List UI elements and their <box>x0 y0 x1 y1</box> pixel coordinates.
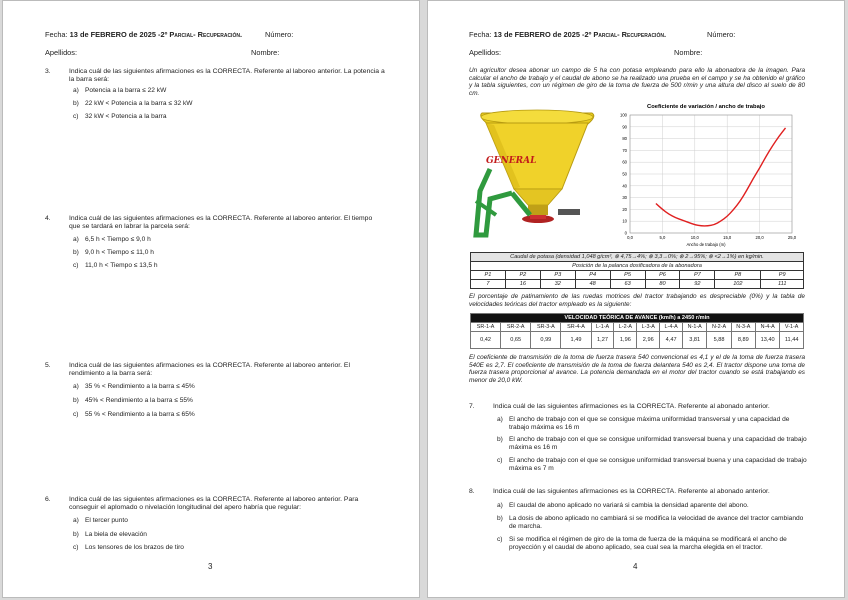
date-value: 13 de FEBRERO de 2025 <box>69 30 156 39</box>
option-letter: a) <box>73 87 79 94</box>
numero-label: Número: <box>265 30 294 39</box>
option-letter: a) <box>73 517 79 524</box>
chart-title: Coeficiente de variación / ancho de trabajo <box>647 104 765 110</box>
question-3 <box>45 68 385 84</box>
question-number: 7. <box>469 403 475 410</box>
option-letter: c) <box>73 262 79 269</box>
question-text: Indica cuál de las siguientes afirmaciones es la CORRECTA. Referente al laboreo anterior. El tiempo que se tardará en labrar la parcela será: <box>69 215 373 231</box>
option-text: El ancho de trabajo con el que se consigue uniformidad transversal buena y una capacidad de trabajo máxima es 7 m <box>509 457 807 472</box>
question-number: 6. <box>45 496 51 503</box>
option-text: 11,0 h < Tiempo ≤ 13,5 h <box>85 262 158 269</box>
gear-label: L-1-A <box>591 323 614 332</box>
option-letter: c) <box>497 536 503 543</box>
option-letter: a) <box>73 236 79 243</box>
answer-option-b[interactable] <box>73 249 383 257</box>
question-number: 8. <box>469 488 475 495</box>
gear-label: N-1-A <box>683 323 707 332</box>
option-text: 9,0 h < Tiempo ≤ 11,0 h <box>85 249 154 256</box>
answer-option-c[interactable] <box>73 262 383 270</box>
y-tick-label: 60 <box>622 159 627 165</box>
option-text: El ancho de trabajo con el que se consigue uniformidad transversal buena y una capacidad de trabajo máxima es 16 m <box>509 436 807 451</box>
answer-option-b[interactable] <box>497 515 807 531</box>
y-tick-label: 50 <box>622 171 627 177</box>
fertilizer-spreader-image <box>472 109 602 249</box>
option-letter: a) <box>497 416 503 423</box>
y-tick-label: 70 <box>622 147 627 153</box>
option-text: 55 % < Rendimiento a la barra ≤ 65% <box>85 411 195 418</box>
answer-option-c[interactable] <box>497 536 807 552</box>
speed-value: 2,96 <box>637 332 660 349</box>
speed-value: 5,88 <box>707 332 731 349</box>
answer-option-c[interactable] <box>497 457 807 473</box>
gear-label: SR-2-A <box>501 323 531 332</box>
flow-rate-value: 63 <box>610 280 645 289</box>
y-tick-label: 0 <box>624 230 627 236</box>
option-letter: b) <box>73 531 79 538</box>
flow-rate-value: 80 <box>645 280 680 289</box>
apellidos-label: Apellidos: <box>469 48 502 57</box>
lever-position: P4 <box>575 271 610 280</box>
option-letter: b) <box>73 100 79 107</box>
option-letter: b) <box>73 249 79 256</box>
page-number: 4 <box>633 562 638 571</box>
flow-rate-table <box>470 252 804 289</box>
option-letter: b) <box>73 397 79 404</box>
flow-rate-value: 16 <box>505 280 540 289</box>
flow-rate-value: 102 <box>715 280 761 289</box>
speed-value: 1,49 <box>561 332 591 349</box>
gear-label: L-4-A <box>660 323 683 332</box>
option-letter: a) <box>73 383 79 390</box>
speed-value: 4,47 <box>660 332 683 349</box>
question-number: 4. <box>45 215 51 222</box>
gear-label: SR-1-A <box>471 323 501 332</box>
page-4 <box>427 0 845 598</box>
x-tick-label: 5,0 <box>659 235 666 240</box>
lever-position: P2 <box>505 271 540 280</box>
speed-value: 8,89 <box>731 332 755 349</box>
speed-value: 1,96 <box>614 332 637 349</box>
date-value: 13 de FEBRERO de 2025 <box>493 30 580 39</box>
answer-option-a[interactable] <box>497 416 807 432</box>
table2-title: VELOCIDAD TEÓRICA DE AVANCE (km/h) a 2450 r/min <box>471 314 804 323</box>
option-text: 45% < Rendimiento a la barra ≤ 55% <box>85 397 193 404</box>
y-tick-label: 90 <box>622 124 627 130</box>
gear-label: L-3-A <box>637 323 660 332</box>
question-5 <box>45 362 385 378</box>
lever-position: P5 <box>610 271 645 280</box>
table1-subtitle: Posición de la palanca dosificadora de la abonadora <box>471 262 804 271</box>
numero-label: Número: <box>707 30 736 39</box>
speed-value: 11,44 <box>780 332 804 349</box>
page-3 <box>2 0 420 598</box>
option-text: El tercer punto <box>85 517 128 524</box>
apellidos-label: Apellidos: <box>45 48 78 57</box>
nombre-label: Nombre: <box>674 48 703 57</box>
gear-label: N-3-A <box>731 323 755 332</box>
question-8 <box>469 488 809 496</box>
question-7 <box>469 403 809 411</box>
y-tick-label: 20 <box>622 206 627 212</box>
option-letter: c) <box>73 411 79 418</box>
answer-option-c[interactable] <box>73 544 383 552</box>
flow-rate-value: 92 <box>680 280 715 289</box>
table1-title: Caudal de potasa (densidad 1,048 g/cm³, ⊗ 4,75→4%; ⊗ 3,3→0%; ⊗ 2→95%; ⊗ <2→1%) en kg/min. <box>471 253 804 262</box>
question-text: Indica cuál de las siguientes afirmaciones es la CORRECTA. Referente al abonado anterior. <box>493 403 770 410</box>
answer-option-a[interactable] <box>73 236 383 244</box>
pto-note: El coeficiente de transmisión de la toma de fuerza trasera 540 convencional es 4,1 y el de la toma de fuerza trasera 540E es 2,7. El coeficiente de transmisión de la toma de fuerza delantera 540 es 2,4. El tractor dispone una toma de fuerza trasera proporcional al avance. La potencia demandada en el motor del tractor cuando se está trabajando es menor de 20,0 kW. <box>469 354 805 384</box>
speed-table <box>470 313 804 349</box>
question-4 <box>45 215 385 231</box>
option-text: 35 % < Rendimiento a la barra ≤ 45% <box>85 383 195 390</box>
machine-brand-label: GENERAL <box>486 156 537 166</box>
problem-intro: Un agricultor desea abonar un campo de 5 ha con potasa empleando para ello la abonadora de la imagen. Para calcular el ancho de trabajo y el caudal de abono se ha realizado una prueba en el campo y se ha obtenido el gráfico y la tabla siguientes, con un régimen de giro de la toma de fuerza de 500 r/min y una altura del disco al suelo de 80 cm. <box>469 67 805 97</box>
option-letter: b) <box>497 515 503 522</box>
question-text: Indica cuál de las siguientes afirmaciones es la CORRECTA. Referente al laboreo anterior. Para conseguir el aplomado o nivelación longitudinal del apero habría que regular: <box>69 496 359 512</box>
gear-label: N-2-A <box>707 323 731 332</box>
option-text: El ancho de trabajo con el que se consigue máxima uniformidad transversal y una capacidad de trabajo máxima es 16 m <box>509 416 790 431</box>
answer-option-b[interactable] <box>73 531 383 539</box>
answer-option-a[interactable] <box>73 383 383 391</box>
option-text: Los tensores de los brazos de tiro <box>85 544 184 551</box>
option-text: El caudal de abono aplicado no variará si cambia la densidad aparente del abono. <box>509 502 749 509</box>
flow-rate-value: 32 <box>540 280 575 289</box>
option-letter: c) <box>73 113 79 120</box>
x-tick-label: 20,0 <box>755 235 764 240</box>
answer-option-c[interactable] <box>73 113 383 121</box>
option-text: La biela de elevación <box>85 531 147 538</box>
y-tick-label: 30 <box>622 195 627 201</box>
lever-position: P8 <box>715 271 761 280</box>
question-text: Indica cuál de las siguientes afirmaciones es la CORRECTA. Referente al abonado anterior. <box>493 488 770 495</box>
flow-rate-value: 48 <box>575 280 610 289</box>
speed-value: 3,81 <box>683 332 707 349</box>
exam-title: -2º Parcial- Recuperación. <box>158 30 242 39</box>
speed-value: 13,40 <box>756 332 780 349</box>
y-tick-label: 80 <box>622 136 627 142</box>
y-tick-label: 10 <box>622 218 627 224</box>
lever-position: P1 <box>471 271 506 280</box>
speed-value: 0,99 <box>531 332 561 349</box>
answer-option-a[interactable] <box>73 517 383 525</box>
answer-option-a[interactable] <box>497 502 807 510</box>
option-letter: c) <box>497 457 503 464</box>
x-tick-label: 0,0 <box>627 235 633 240</box>
flow-rate-value: 7 <box>471 280 506 289</box>
question-6 <box>45 496 385 512</box>
y-tick-label: 40 <box>622 183 627 189</box>
question-text: Indica cuál de las siguientes afirmaciones es la CORRECTA. Referente al laboreo anterior. El rendimiento a la barra será: <box>69 362 350 378</box>
speed-value: 1,27 <box>591 332 614 349</box>
slip-note: El porcentaje de patinamiento de las ruedas motrices del tractor trabajando es despreciable (0%) y la tabla de velocidades teóricas del tractor empleado es la siguiente: <box>469 293 805 308</box>
option-letter: c) <box>73 544 79 551</box>
answer-option-b[interactable] <box>73 397 383 405</box>
lever-position: P7 <box>680 271 715 280</box>
gear-label: SR-4-A <box>561 323 591 332</box>
chart-xlabel: Ancho de trabajo (m) <box>686 242 726 247</box>
gear-label: SR-3-A <box>531 323 561 332</box>
gear-label: N-4-A <box>756 323 780 332</box>
nombre-label: Nombre: <box>251 48 280 57</box>
answer-option-c[interactable] <box>73 411 383 419</box>
gear-label: L-2-A <box>614 323 637 332</box>
date-line: Fecha: 13 de FEBRERO de 2025 -2º Parcial- Recuperación. <box>45 30 242 39</box>
date-line: Fecha: 13 de FEBRERO de 2025 -2º Parcial- Recuperación. <box>469 30 666 39</box>
flow-rate-value: 111 <box>761 280 804 289</box>
option-letter: b) <box>497 436 503 443</box>
option-text: 6,5 h < Tiempo ≤ 9,0 h <box>85 236 151 243</box>
x-tick-label: 15,0 <box>723 235 732 240</box>
answer-option-b[interactable] <box>497 436 807 452</box>
lever-position: P9 <box>761 271 804 280</box>
answer-option-a[interactable] <box>73 87 383 95</box>
option-text: 32 kW < Potencia a la barra <box>85 113 167 120</box>
speed-value: 0,65 <box>501 332 531 349</box>
question-text: Indica cuál de las siguientes afirmaciones es la CORRECTA. Referente al laboreo anterior. La potencia a la barra será: <box>69 68 385 84</box>
option-text: Potencia a la barra ≤ 22 kW <box>85 87 167 94</box>
option-letter: a) <box>497 502 503 509</box>
option-text: La dosis de abono aplicado no cambiará si se modifica la velocidad de avance del tractor cambiando de marcha. <box>509 515 804 530</box>
question-number: 3. <box>45 68 51 75</box>
y-tick-label: 100 <box>620 112 627 118</box>
option-text: 22 kW < Potencia a la barra ≤ 32 kW <box>85 100 193 107</box>
page-number: 3 <box>208 562 213 571</box>
question-number: 5. <box>45 362 51 369</box>
gear-label: V-1-A <box>780 323 804 332</box>
exam-title: -2º Parcial- Recuperación. <box>582 30 666 39</box>
lever-position: P6 <box>645 271 680 280</box>
variation-coefficient-chart <box>602 100 810 250</box>
speed-value: 0,42 <box>471 332 501 349</box>
answer-option-b[interactable] <box>73 100 383 108</box>
lever-position: P3 <box>540 271 575 280</box>
data-series-line <box>656 128 786 226</box>
option-text: Si se modifica el régimen de giro de la toma de fuerza de la máquina se modificará el ancho de proyección y el caudal de abono aplicado, sea cual sea la marcha elegida en el tractor. <box>509 536 787 551</box>
x-tick-label: 10,0 <box>690 235 699 240</box>
x-tick-label: 25,0 <box>787 235 797 240</box>
